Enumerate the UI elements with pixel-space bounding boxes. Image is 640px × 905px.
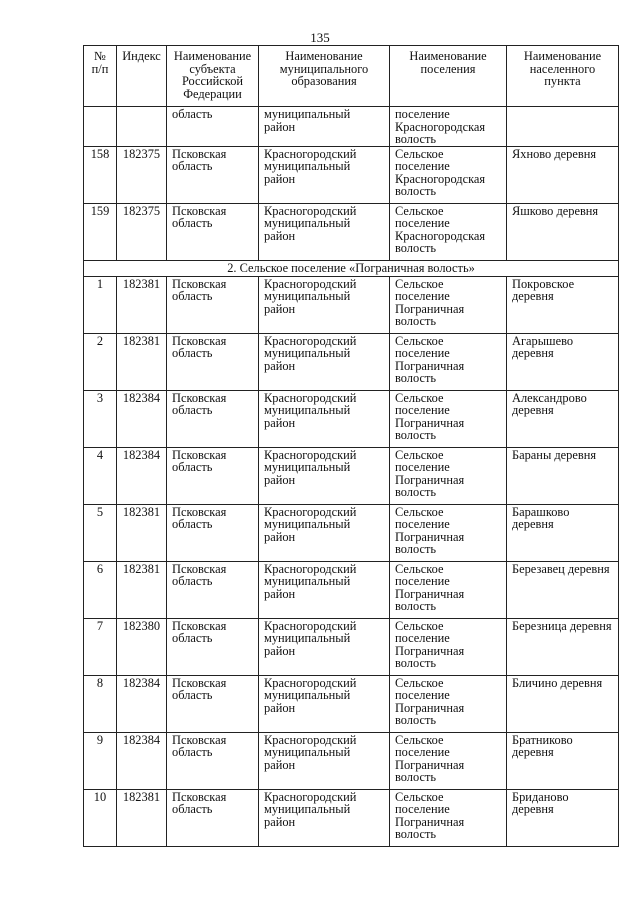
table-row: [84, 732, 619, 789]
cell-settlement: Сельское поселение Красногородская волость: [390, 146, 507, 203]
table-row: [84, 618, 619, 675]
cell-municipality: Красногородский муниципальный район: [259, 447, 390, 504]
cell-municipality: Красногородский муниципальный район: [259, 675, 390, 732]
cell-locality: [507, 107, 619, 147]
cell-settlement: Сельское поселение Пограничная волость: [390, 732, 507, 789]
cell-locality: Александрово деревня: [507, 390, 619, 447]
cell-municipality: Красногородский муниципальный район: [259, 561, 390, 618]
cell-locality: Барашково деревня: [507, 504, 619, 561]
cell-locality: Бличино деревня: [507, 675, 619, 732]
header-subject: Наименование субъекта Российской Федерации: [167, 46, 259, 107]
settlements-table: [83, 45, 619, 847]
table-row: [84, 504, 619, 561]
cell-num: 159: [84, 203, 117, 260]
cell-subject: Псковская область: [167, 203, 259, 260]
cell-locality: Агарышево деревня: [507, 333, 619, 390]
cell-settlement: Сельское поселение Пограничная волость: [390, 333, 507, 390]
cell-settlement: Сельское поселение Пограничная волость: [390, 561, 507, 618]
table-body: [84, 107, 619, 847]
cell-municipality: Красногородский муниципальный район: [259, 618, 390, 675]
cell-settlement: Сельское поселение Пограничная волость: [390, 390, 507, 447]
cell-locality: Братниково деревня: [507, 732, 619, 789]
cell-locality: Бриданово деревня: [507, 789, 619, 846]
cell-subject: Псковская область: [167, 675, 259, 732]
cell-settlement: Сельское поселение Красногородская волость: [390, 203, 507, 260]
cell-municipality: Красногородский муниципальный район: [259, 732, 390, 789]
table-row: [84, 561, 619, 618]
header-settlement: Наименование поселения: [390, 46, 507, 107]
cell-num: 6: [84, 561, 117, 618]
cell-municipality: Красногородский муниципальный район: [259, 390, 390, 447]
cell-index: 182384: [117, 390, 167, 447]
cell-settlement: Сельское поселение Пограничная волость: [390, 276, 507, 333]
table-row: [84, 146, 619, 203]
table-row: [84, 390, 619, 447]
cell-subject: Псковская область: [167, 561, 259, 618]
cell-subject: Псковская область: [167, 390, 259, 447]
cell-num: 3: [84, 390, 117, 447]
cell-index: [117, 107, 167, 147]
cell-subject: Псковская область: [167, 146, 259, 203]
cell-num: 7: [84, 618, 117, 675]
cell-index: 182384: [117, 447, 167, 504]
section-title: 2. Сельское поселение «Пограничная волость»: [84, 260, 619, 276]
cell-index: 182381: [117, 504, 167, 561]
cell-index: 182375: [117, 146, 167, 203]
cell-locality: Березавец деревня: [507, 561, 619, 618]
cell-settlement: Сельское поселение Пограничная волость: [390, 618, 507, 675]
cell-municipality: Красногородский муниципальный район: [259, 276, 390, 333]
cell-index: 182381: [117, 333, 167, 390]
cell-locality: Покровское деревня: [507, 276, 619, 333]
cell-locality: Бараны деревня: [507, 447, 619, 504]
table-row: [84, 276, 619, 333]
section-row: [84, 260, 619, 276]
cell-num: 158: [84, 146, 117, 203]
cell-settlement: Сельское поселение Пограничная волость: [390, 447, 507, 504]
cell-index: 182384: [117, 732, 167, 789]
table-row: [84, 675, 619, 732]
header-municipality: Наименование муниципального образования: [259, 46, 390, 107]
cell-num: 10: [84, 789, 117, 846]
cell-num: 4: [84, 447, 117, 504]
cell-subject: Псковская область: [167, 618, 259, 675]
table-header-row: [84, 46, 619, 107]
cell-municipality: Красногородский муниципальный район: [259, 789, 390, 846]
table-row: [84, 447, 619, 504]
cell-num: 8: [84, 675, 117, 732]
cell-subject: Псковская область: [167, 504, 259, 561]
cell-index: 182375: [117, 203, 167, 260]
table-row: [84, 333, 619, 390]
cell-municipality: Красногородский муниципальный район: [259, 504, 390, 561]
cell-subject: Псковская область: [167, 333, 259, 390]
cell-index: 182381: [117, 276, 167, 333]
table-row: [84, 203, 619, 260]
cell-subject: Псковская область: [167, 447, 259, 504]
cell-num: 1: [84, 276, 117, 333]
cell-num: 2: [84, 333, 117, 390]
cell-num: 9: [84, 732, 117, 789]
cell-settlement: Сельское поселение Пограничная волость: [390, 675, 507, 732]
cell-index: 182381: [117, 561, 167, 618]
cell-locality: Яхново деревня: [507, 146, 619, 203]
cell-subject: Псковская область: [167, 276, 259, 333]
cell-index: 182380: [117, 618, 167, 675]
header-locality: Наименование населенного пункта: [507, 46, 619, 107]
cell-locality: Березница деревня: [507, 618, 619, 675]
cell-settlement: Сельское поселение Пограничная волость: [390, 789, 507, 846]
cell-municipality: Красногородский муниципальный район: [259, 333, 390, 390]
cell-locality: Яшково деревня: [507, 203, 619, 260]
table-row-continuation: [84, 107, 619, 147]
header-num: № п/п: [84, 46, 117, 107]
cell-municipality: муниципальный район: [259, 107, 390, 147]
cell-settlement: поселение Красногородская волость: [390, 107, 507, 147]
cell-num: [84, 107, 117, 147]
header-index: Индекс: [117, 46, 167, 107]
table-row: [84, 789, 619, 846]
cell-num: 5: [84, 504, 117, 561]
cell-subject: Псковская область: [167, 732, 259, 789]
cell-index: 182381: [117, 789, 167, 846]
cell-municipality: Красногородский муниципальный район: [259, 203, 390, 260]
cell-subject: область: [167, 107, 259, 147]
cell-municipality: Красногородский муниципальный район: [259, 146, 390, 203]
cell-subject: Псковская область: [167, 789, 259, 846]
cell-index: 182384: [117, 675, 167, 732]
page-number: 135: [310, 30, 330, 45]
cell-settlement: Сельское поселение Пограничная волость: [390, 504, 507, 561]
